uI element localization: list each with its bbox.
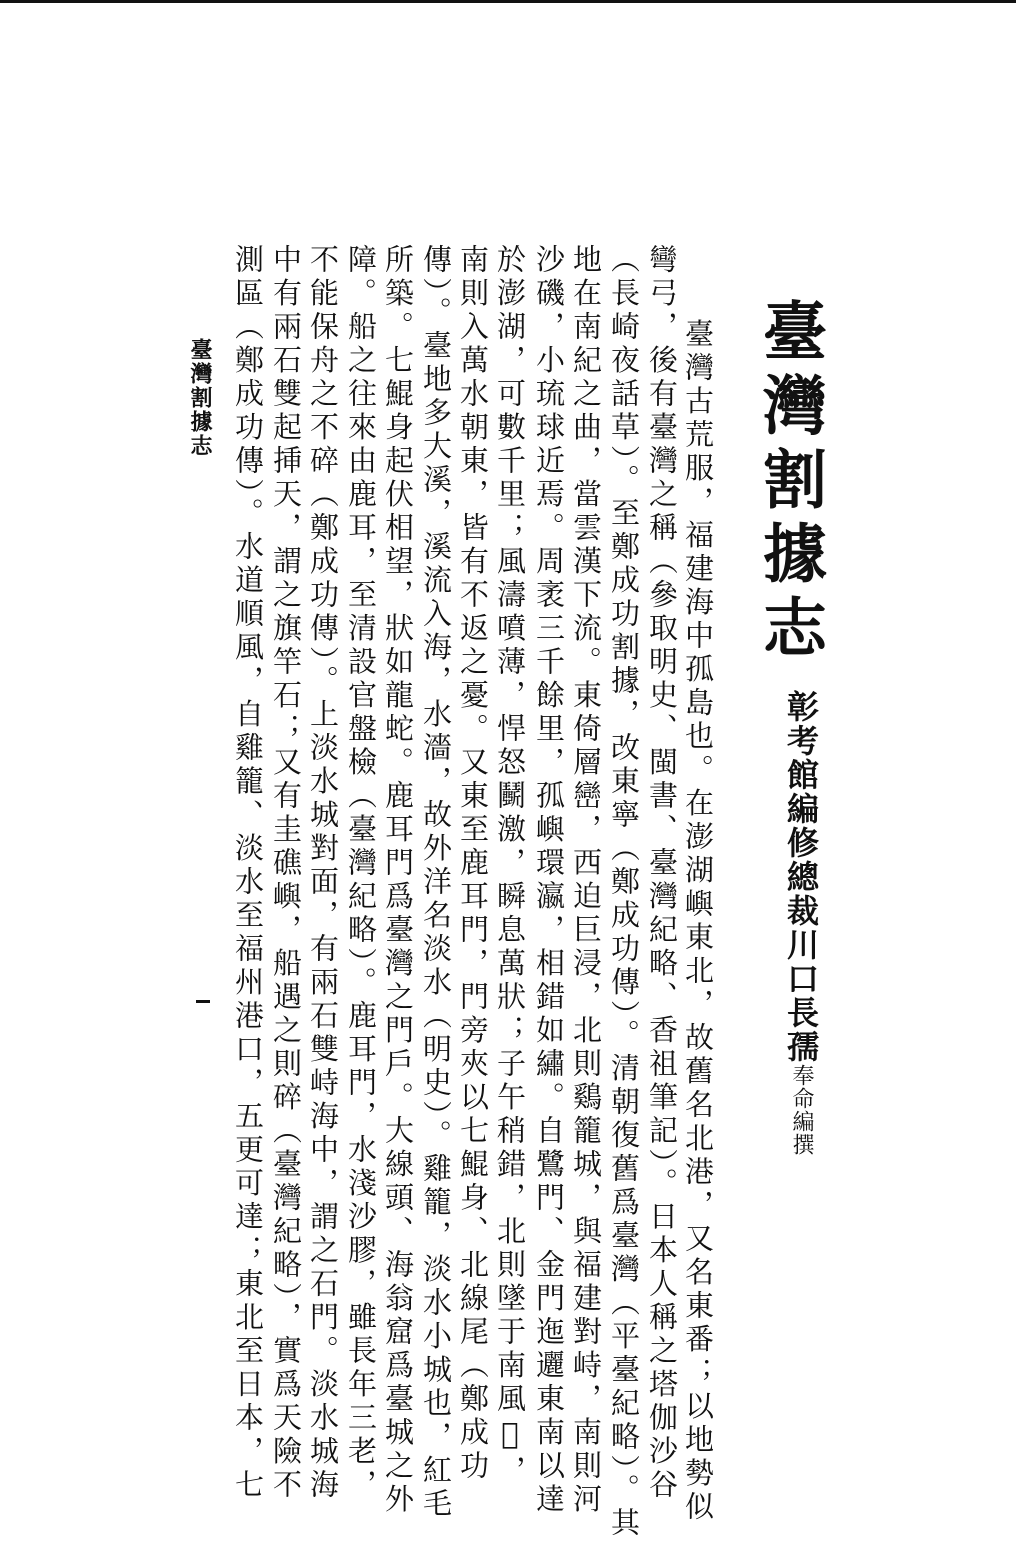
body-column: 中有兩石雙起挿天，謂之旗竿石；又有圭礁嶼，船遇之則碎（臺灣紀略），實爲天險不 bbox=[269, 244, 303, 1503]
body-column: 障。船之往來由鹿耳，至清設官盤檢（臺灣紀略）。鹿耳門，水淺沙膠，雖長年三老， bbox=[344, 244, 378, 1503]
body-column: 臺灣古荒服，福建海中孤島也。在澎湖嶼東北，故舊名北港，又名東番；以地勢似 bbox=[681, 285, 715, 1525]
body-column: 地在南紀之曲，當雲漢下流。東倚層巒，西迫巨浸，北則鷄籠城，與福建對峙，南則河 bbox=[569, 244, 603, 1517]
body-column: 傳）。臺地多大溪，溪流入海，水濇，故外洋名淡水（明史）。雞籠，淡水小城也，紅毛 bbox=[419, 244, 453, 1522]
author-suffix: 奉命編撰 bbox=[789, 1064, 814, 1156]
page-title: 臺灣割據志 bbox=[752, 298, 827, 668]
page-number-mark bbox=[196, 1000, 210, 1003]
top-border-rule bbox=[0, 0, 1016, 3]
body-column: 南則入萬水朝東，皆有不返之憂。又東至鹿耳門，門旁夾以七鯤身、北線尾（鄭成功 bbox=[456, 244, 490, 1484]
body-column: 於澎湖，可數千里；風濤噴薄，悍怒鬭激，瞬息萬狀；子午稍錯，北則墜于南風𣾃， bbox=[493, 244, 527, 1489]
running-title: 臺灣割據志 bbox=[187, 338, 213, 458]
body-column: （長崎夜話草）。至鄭成功割據，改東寧（鄭成功傳）。清朝復舊爲臺灣（平臺紀略）。其 bbox=[607, 244, 641, 1541]
author-line bbox=[783, 690, 819, 1156]
body-column: 沙磯，小琉球近焉。周袤三千餘里，孤嶼環瀛，相錯如繡。自鷺門、金門迤邐東南以達 bbox=[532, 244, 566, 1517]
body-column: 彎弓，後有臺灣之稱（參取明史、閩書、臺灣紀略、香祖筆記）。日本人稱之塔伽沙谷 bbox=[645, 244, 679, 1503]
body-column: 不能保舟之不碎（鄭成功傳）。上淡水城對面，有兩石雙峙海中，謂之石門。淡水城海 bbox=[306, 244, 340, 1503]
body-column: 所築。七鯤身起伏相望，狀如龍蛇。鹿耳門爲臺灣之門戶。大線頭、海翁窟爲臺城之外 bbox=[381, 244, 415, 1517]
author-name: 彰考館編修總裁川口長孺 bbox=[782, 690, 820, 1064]
body-column: 測區（鄭成功傳）。水道順風，自雞籠、淡水至福州港口，五更可達；東北至日本，七 bbox=[231, 244, 265, 1503]
